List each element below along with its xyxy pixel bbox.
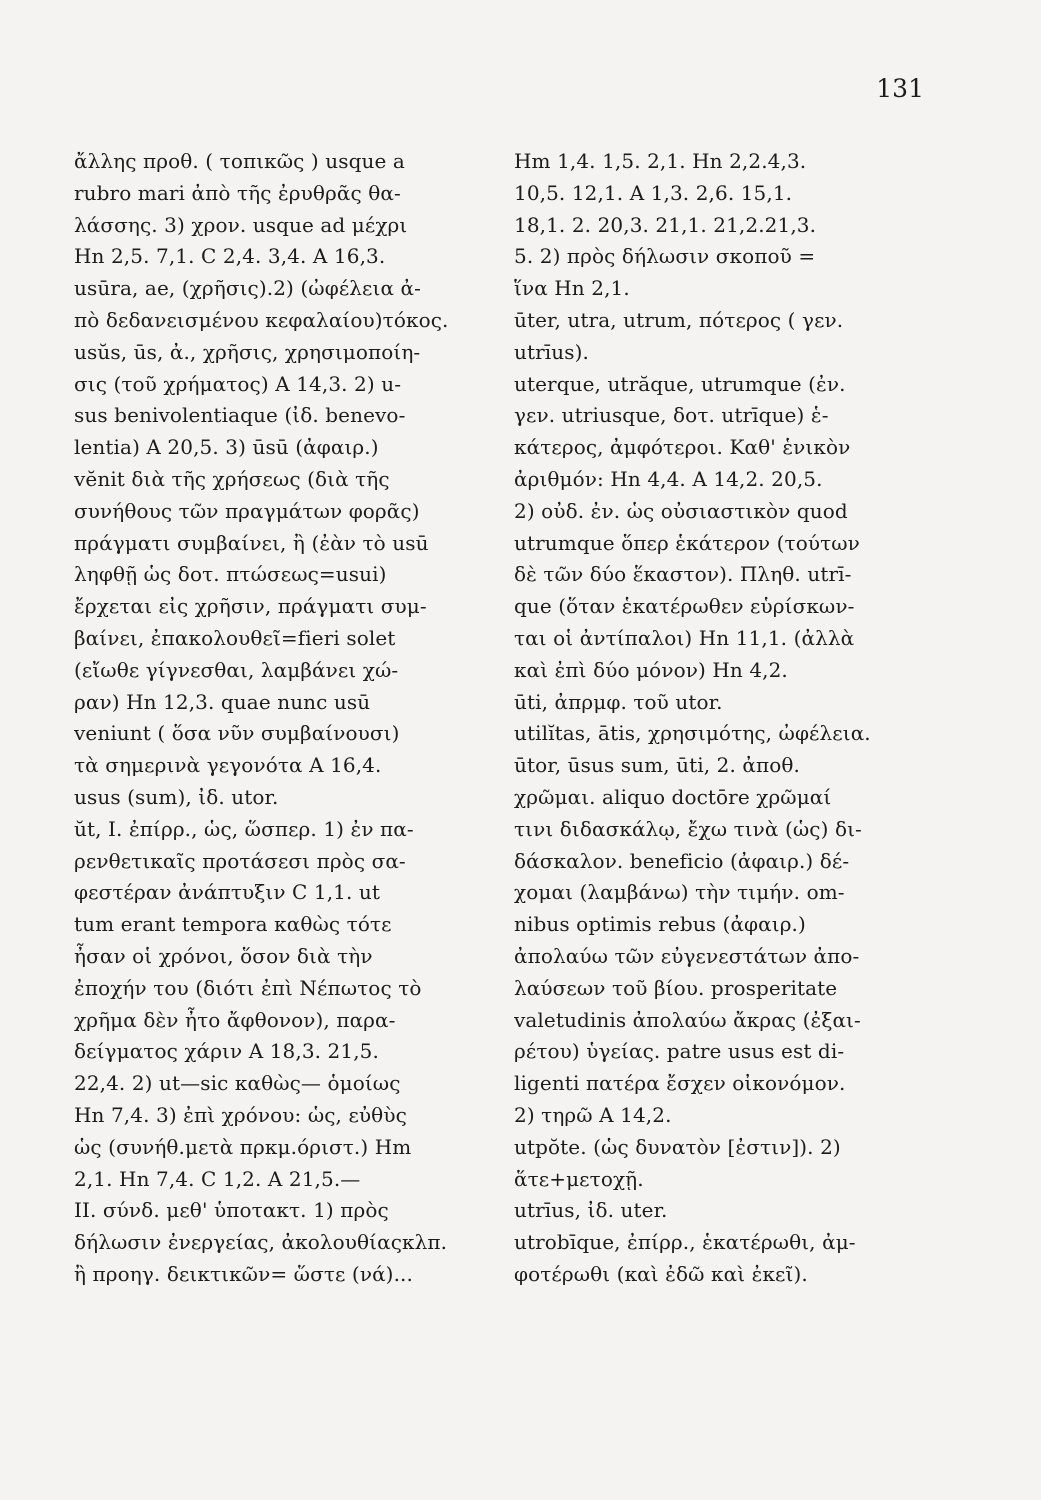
text-line: 5. 2) πρὸς δήλωσιν σκοποῦ = (514, 244, 816, 269)
text-line: utrīus). (514, 339, 589, 364)
text-line: utilĭtas, ātis, χρησιμότης, ὠφέλεια. (514, 721, 871, 746)
text-line: ἅτε+μετοχῇ. (514, 1166, 644, 1191)
text-line: Hn 2,5. 7,1. C 2,4. 3,4. A 16,3. (74, 244, 386, 269)
text-line: τινι διδασκάλῳ, ἔχω τινὰ (ὡς) δι- (514, 816, 862, 841)
text-line: ūter, utra, utrum, πότερος ( γεν. (514, 307, 844, 332)
left-column (74, 146, 494, 1291)
text-line: ληφθῇ ὡς δοτ. πτώσεως=usui) (74, 562, 387, 587)
text-line: 18,1. 2. 20,3. 21,1. 21,2.21,3. (514, 212, 817, 237)
text-line: συνήθους τῶν πραγμάτων φορᾶς) (74, 498, 420, 523)
text-line: usus (sum), ἰδ. utor. (74, 784, 279, 809)
text-line: 22,4. 2) ut—sic καθὼς— ὁμοίως (74, 1071, 401, 1096)
text-line: χρῶμαι. aliquo doctōre χρῶμαί (514, 784, 832, 809)
text-line: χομαι (λαμβάνω) τὴν τιμήν. om- (514, 880, 845, 905)
text-line: ἵνα Hn 2,1. (514, 276, 630, 301)
text-line: utrumque ὅπερ ἑκάτερον (τούτων (514, 530, 860, 555)
text-line: ἔρχεται εἰς χρῆσιν, πράγματι συμ- (74, 594, 427, 619)
text-line: valetudinis ἀπολαύω ἄκρας (ἐξαι- (514, 1007, 861, 1032)
text-line: χρῆμα δὲν ἦτο ἄφθονον), παρα- (74, 1007, 396, 1032)
text-line: ἐποχήν του (διότι ἐπὶ Νέπωτος τὸ (74, 975, 422, 1000)
text-line: φεστέραν ἀνάπτυξιν C 1,1. ut (74, 880, 381, 905)
text-line: veniunt ( ὅσα νῦν συμβαίνουσι) (74, 721, 400, 746)
text-line: πράγματι συμβαίνει, ἢ (ἐὰν τὸ usū (74, 530, 429, 555)
text-line: Hm 1,4. 1,5. 2,1. Hn 2,2.4,3. (514, 149, 807, 173)
text-line: φοτέρωθι (καὶ ἐδῶ καὶ ἐκεῖ). (514, 1261, 808, 1286)
text-line: que (ὅταν ἑκατέρωθεν εὑρίσκων- (514, 594, 855, 619)
text-line: 2) τηρῶ A 14,2. (514, 1102, 672, 1127)
text-line: δὲ τῶν δύο ἕκαστον). Πληθ. utrī- (514, 562, 852, 587)
text-line: ligenti πατέρα ἔσχεν οἰκονόμον. (514, 1071, 846, 1096)
text-line: πὸ δεδανεισμένου κεφαλαίου)τόκος. (74, 307, 449, 332)
text-line: sus benivolentiaque (ἰδ. benevo- (74, 403, 406, 428)
text-line: ἢ προηγ. δεικτικῶν= ὥστε (νά)... (74, 1261, 413, 1286)
text-line: ŭt, I. ἐπίρρ., ὡς, ὥσπερ. 1) ἐν πα- (74, 816, 414, 841)
text-line: nibus optimis rebus (ἀφαιρ.) (514, 912, 806, 937)
text-line: 2,1. Hn 7,4. C 1,2. A 21,5.— (74, 1166, 361, 1191)
text-line: utrobīque, ἐπίρρ., ἑκατέρωθι, ἀμ- (514, 1230, 856, 1255)
text-line: 10,5. 12,1. A 1,3. 2,6. 15,1. (514, 180, 793, 205)
text-line: ρενθετικαῖς προτάσεσι πρὸς σα- (74, 848, 406, 873)
text-line: utrīus, ἰδ. uter. (514, 1198, 668, 1223)
text-line: ρέτου) ὑγείας. patre usus est di- (514, 1039, 845, 1064)
text-line: ται οἱ ἀντίπαλοι) Hn 11,1. (ἀλλὰ (514, 625, 855, 650)
text-line: (εἴωθε γίγνεσθαι, λαμβάνει χώ- (74, 657, 399, 682)
text-line: κάτερος, ἀμφότεροι. Καθ' ἑνικὸν (514, 435, 851, 460)
text-line: λάσσης. 3) χρον. usque ad μέχρι (74, 212, 408, 237)
text-line: Hn 7,4. 3) ἐπὶ χρόνου: ὡς, εὐθὺς (74, 1102, 407, 1127)
text-line: tum erant tempora καθὼς τότε (74, 912, 392, 937)
text-line: 2) οὐδ. ἐν. ὡς οὐσιαστικὸν quod (514, 498, 848, 523)
text-line: δάσκαλον. beneficio (ἀφαιρ.) δέ- (514, 848, 850, 873)
text-line: δείγματος χάριν A 18,3. 21,5. (74, 1039, 379, 1064)
text-line: ἄλλης προθ. ( τοπικῶς ) usque a (74, 149, 405, 173)
text-line: ἀριθμόν: Hn 4,4. A 14,2. 20,5. (514, 466, 823, 491)
text-line: ἀπολαύω τῶν εὐγενεστάτων ἀπο- (514, 943, 860, 968)
text-line: ūti, ἀπρμφ. τοῦ utor. (514, 689, 723, 714)
text-line: σις (τοῦ χρήματος) A 14,3. 2) u- (74, 371, 402, 396)
text-line: usūra, ae, (χρῆσις).2) (ὠφέλεια ἀ- (74, 276, 421, 301)
right-column (514, 146, 934, 1291)
text-line: βαίνει, ἐπακολουθεῖ=fieri solet (74, 625, 396, 650)
page-number: 131 (876, 74, 924, 103)
text-line: τὰ σημερινὰ γεγονότα A 16,4. (74, 753, 382, 778)
text-line: uterque, utrăque, utrumque (ἐν. (514, 371, 846, 396)
text-line: λαύσεων τοῦ βίου. prosperitate (514, 975, 838, 1000)
text-line: ἦσαν οἱ χρόνοι, ὅσον διὰ τὴν (74, 943, 373, 968)
text-line: ὡς (συνήθ.μετὰ πρκμ.όριστ.) Hm (74, 1134, 412, 1159)
text-line: vĕnit διὰ τῆς χρήσεως (διὰ τῆς (74, 466, 390, 491)
text-line: rubro mari ἀπὸ τῆς ἐρυθρᾶς θα- (74, 180, 401, 205)
text-line: καὶ ἐπὶ δύο μόνον) Hn 4,2. (514, 657, 788, 682)
text-line: II. σύνδ. μεθ' ὑποτακτ. 1) πρὸς (74, 1198, 389, 1223)
text-line: lentia) A 20,5. 3) ūsū (ἀφαιρ.) (74, 435, 379, 460)
text-line: ūtor, ūsus sum, ūti, 2. ἀποθ. (514, 753, 800, 778)
text-line: utpŏte. (ὡς δυνατὸν [ἐστιν]). 2) (514, 1134, 841, 1159)
text-line: usŭs, ūs, ἀ., χρῆσις, χρησιμοποίη- (74, 339, 421, 364)
text-line: γεν. utriusque, δοτ. utrīque) ἑ- (514, 403, 829, 428)
text-line: ραν) Hn 12,3. quae nunc usū (74, 689, 371, 714)
text-line: δήλωσιν ἐνεργείας, ἀκολουθίαςκλπ. (74, 1230, 448, 1255)
